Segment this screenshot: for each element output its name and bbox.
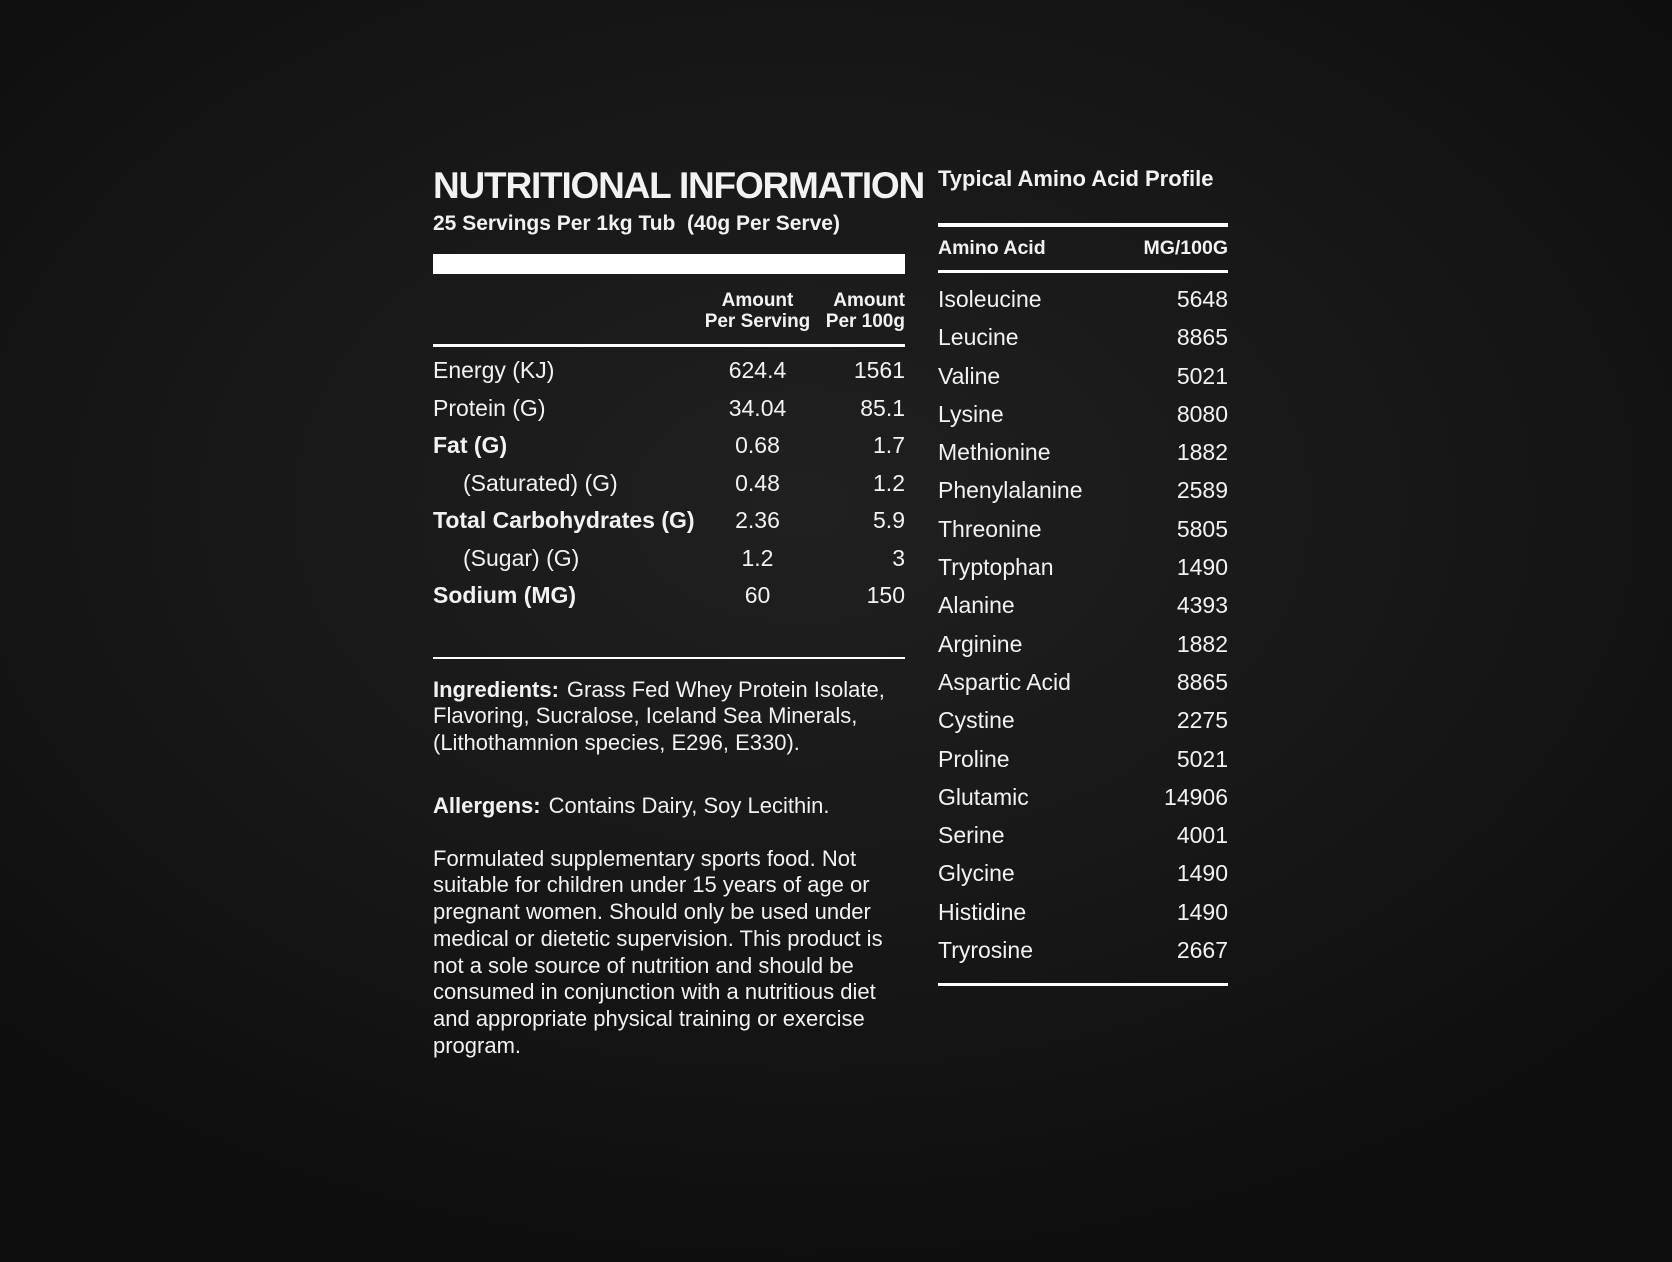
ingredients-label: Ingredients: [433,676,559,702]
amino-name: Glutamic [938,783,1029,810]
amino-row [938,625,1228,663]
amino-name: Isoleucine [938,286,1042,312]
servings-subtitle: 25 Servings Per 1kg Tub (40g Per Serve) [433,212,840,235]
nutrition-row [433,465,905,503]
amino-value: 5648 [1176,286,1228,312]
amino-row [938,395,1228,433]
divider-bar-thick [433,254,905,274]
nutrient-label: Fat (G) [433,432,508,458]
nutrient-value-per-100g: 1561 [853,357,905,383]
header-amount-per-100g: Amount Per 100g [825,290,905,332]
amino-row [938,357,1228,395]
amino-row [938,701,1228,739]
nutrient-value-per-serving: 34.04 [728,394,787,421]
amino-name: Methionine [938,439,1051,466]
nutrient-value-per-100g: 1.7 [873,432,905,458]
allergens-paragraph [433,793,905,820]
amino-name: Serine [938,822,1005,849]
nutrient-value-per-100g: 150 [866,582,905,608]
nutrient-value-per-100g: 85.1 [860,394,905,421]
nutrition-row [433,427,905,465]
amino-row [938,433,1228,471]
nutrient-value-per-100g: 5.9 [873,507,905,533]
amino-row [938,778,1228,816]
amino-value: 1490 [1176,554,1228,581]
amino-name: Aspartic Acid [938,668,1071,695]
nutrition-row [433,390,905,428]
nutrient-value-per-serving: 2.36 [735,507,780,533]
amino-value: 4001 [1176,822,1228,849]
amino-name: Threonine [938,515,1042,542]
amino-col-name-header: Amino Acid [938,237,1046,259]
amino-col-value-header: MG/100G [1143,237,1228,259]
amino-name: Cystine [938,707,1015,734]
amino-panel-title: Typical Amino Acid Profile [938,166,1214,191]
nutrient-value-per-serving: 0.68 [735,432,780,458]
amino-row [938,740,1228,778]
amino-value: 5805 [1176,515,1228,542]
amino-value: 4393 [1176,592,1228,619]
amino-row [938,548,1228,586]
amino-value: 8865 [1176,668,1228,695]
divider-line-bottom [433,657,905,659]
amino-row [938,893,1228,931]
amino-row [938,663,1228,701]
amino-divider-bottom [938,983,1228,986]
amino-row [938,586,1228,624]
amino-row [938,854,1228,892]
amino-value: 8865 [1176,324,1228,351]
amino-name: Alanine [938,592,1015,619]
amino-value: 1882 [1176,630,1228,657]
header-amount-per-serving: Amount Per Serving [704,290,811,332]
nutrition-panel [433,165,925,1060]
amino-name: Histidine [938,898,1027,925]
amino-row [938,510,1228,548]
nutrient-label: Sodium (MG) [433,582,577,608]
nutrition-table [433,352,905,615]
amino-name: Lysine [938,400,1004,427]
amino-row [938,816,1228,854]
amino-name: Tryptophan [938,554,1054,581]
amino-value: 1490 [1176,860,1228,887]
amino-table-header [938,237,1228,260]
disclaimer-paragraph: Formulated supplementary sports food. Not suitable for children under 15 years of age or pregnant women. Should only be used under medical or dietetic supervision. This product is not a sole source of nutrition and should be consumed in conjunction with a nutritious diet and appropriate physical training or exercise program. [433,845,883,1059]
nutrient-label: (Saturated) (G) [463,469,618,496]
amino-name: Phenylalanine [938,477,1083,504]
amino-value: 1490 [1176,898,1228,925]
amino-row [938,931,1228,969]
amino-name: Arginine [938,630,1023,657]
nutrient-label: Protein (G) [433,394,546,421]
nutrient-value-per-serving: 624.4 [728,357,787,383]
amino-acid-panel [938,166,1228,986]
nutrition-row [433,352,905,390]
amino-name: Proline [938,745,1010,772]
nutrient-label: Total Carbohydrates (G) [433,507,695,533]
amino-value: 2667 [1176,937,1228,964]
amino-value: 8080 [1176,400,1228,427]
allergens-text: Contains Dairy, Soy Lecithin. [548,793,830,818]
ingredients-text: Grass Fed Whey Protein Isolate, Flavoring, Sucralose, Iceland Sea Minerals, (Lithothamnion species, E296, E330). [433,676,885,755]
amino-name: Valine [938,362,1001,389]
nutrient-value-per-serving: 0.48 [735,469,780,496]
nutrient-label: Energy (KJ) [433,357,555,383]
amino-name: Leucine [938,324,1019,351]
amino-name: Glycine [938,860,1015,887]
amino-value: 1882 [1176,439,1228,466]
amino-value: 5021 [1176,362,1228,389]
amino-value: 2275 [1176,707,1228,734]
amino-divider-header [938,270,1228,273]
amino-value: 14906 [1164,783,1228,810]
amino-row [938,318,1228,356]
nutrient-value-per-serving: 60 [744,582,771,608]
nutrient-label: (Sugar) (G) [463,544,580,571]
amino-name: Tryrosine [938,937,1033,964]
amino-value: 5021 [1176,745,1228,772]
nutrition-row [433,502,905,540]
nutrition-row [433,577,905,615]
amino-table [938,280,1228,969]
amino-divider-top [938,223,1228,227]
allergens-label: Allergens: [433,793,541,818]
nutrition-table-header [433,290,905,332]
divider-line-header [433,344,905,347]
nutrient-value-per-100g: 1.2 [873,469,905,496]
amino-value: 2589 [1176,477,1228,504]
amino-row [938,471,1228,509]
nutrient-value-per-100g: 3 [892,544,905,571]
nutrition-row [433,540,905,578]
nutrition-title: NUTRITIONAL INFORMATION [433,165,925,206]
amino-row [938,280,1228,318]
ingredients-paragraph [433,677,905,757]
nutrient-value-per-serving: 1.2 [741,544,774,571]
